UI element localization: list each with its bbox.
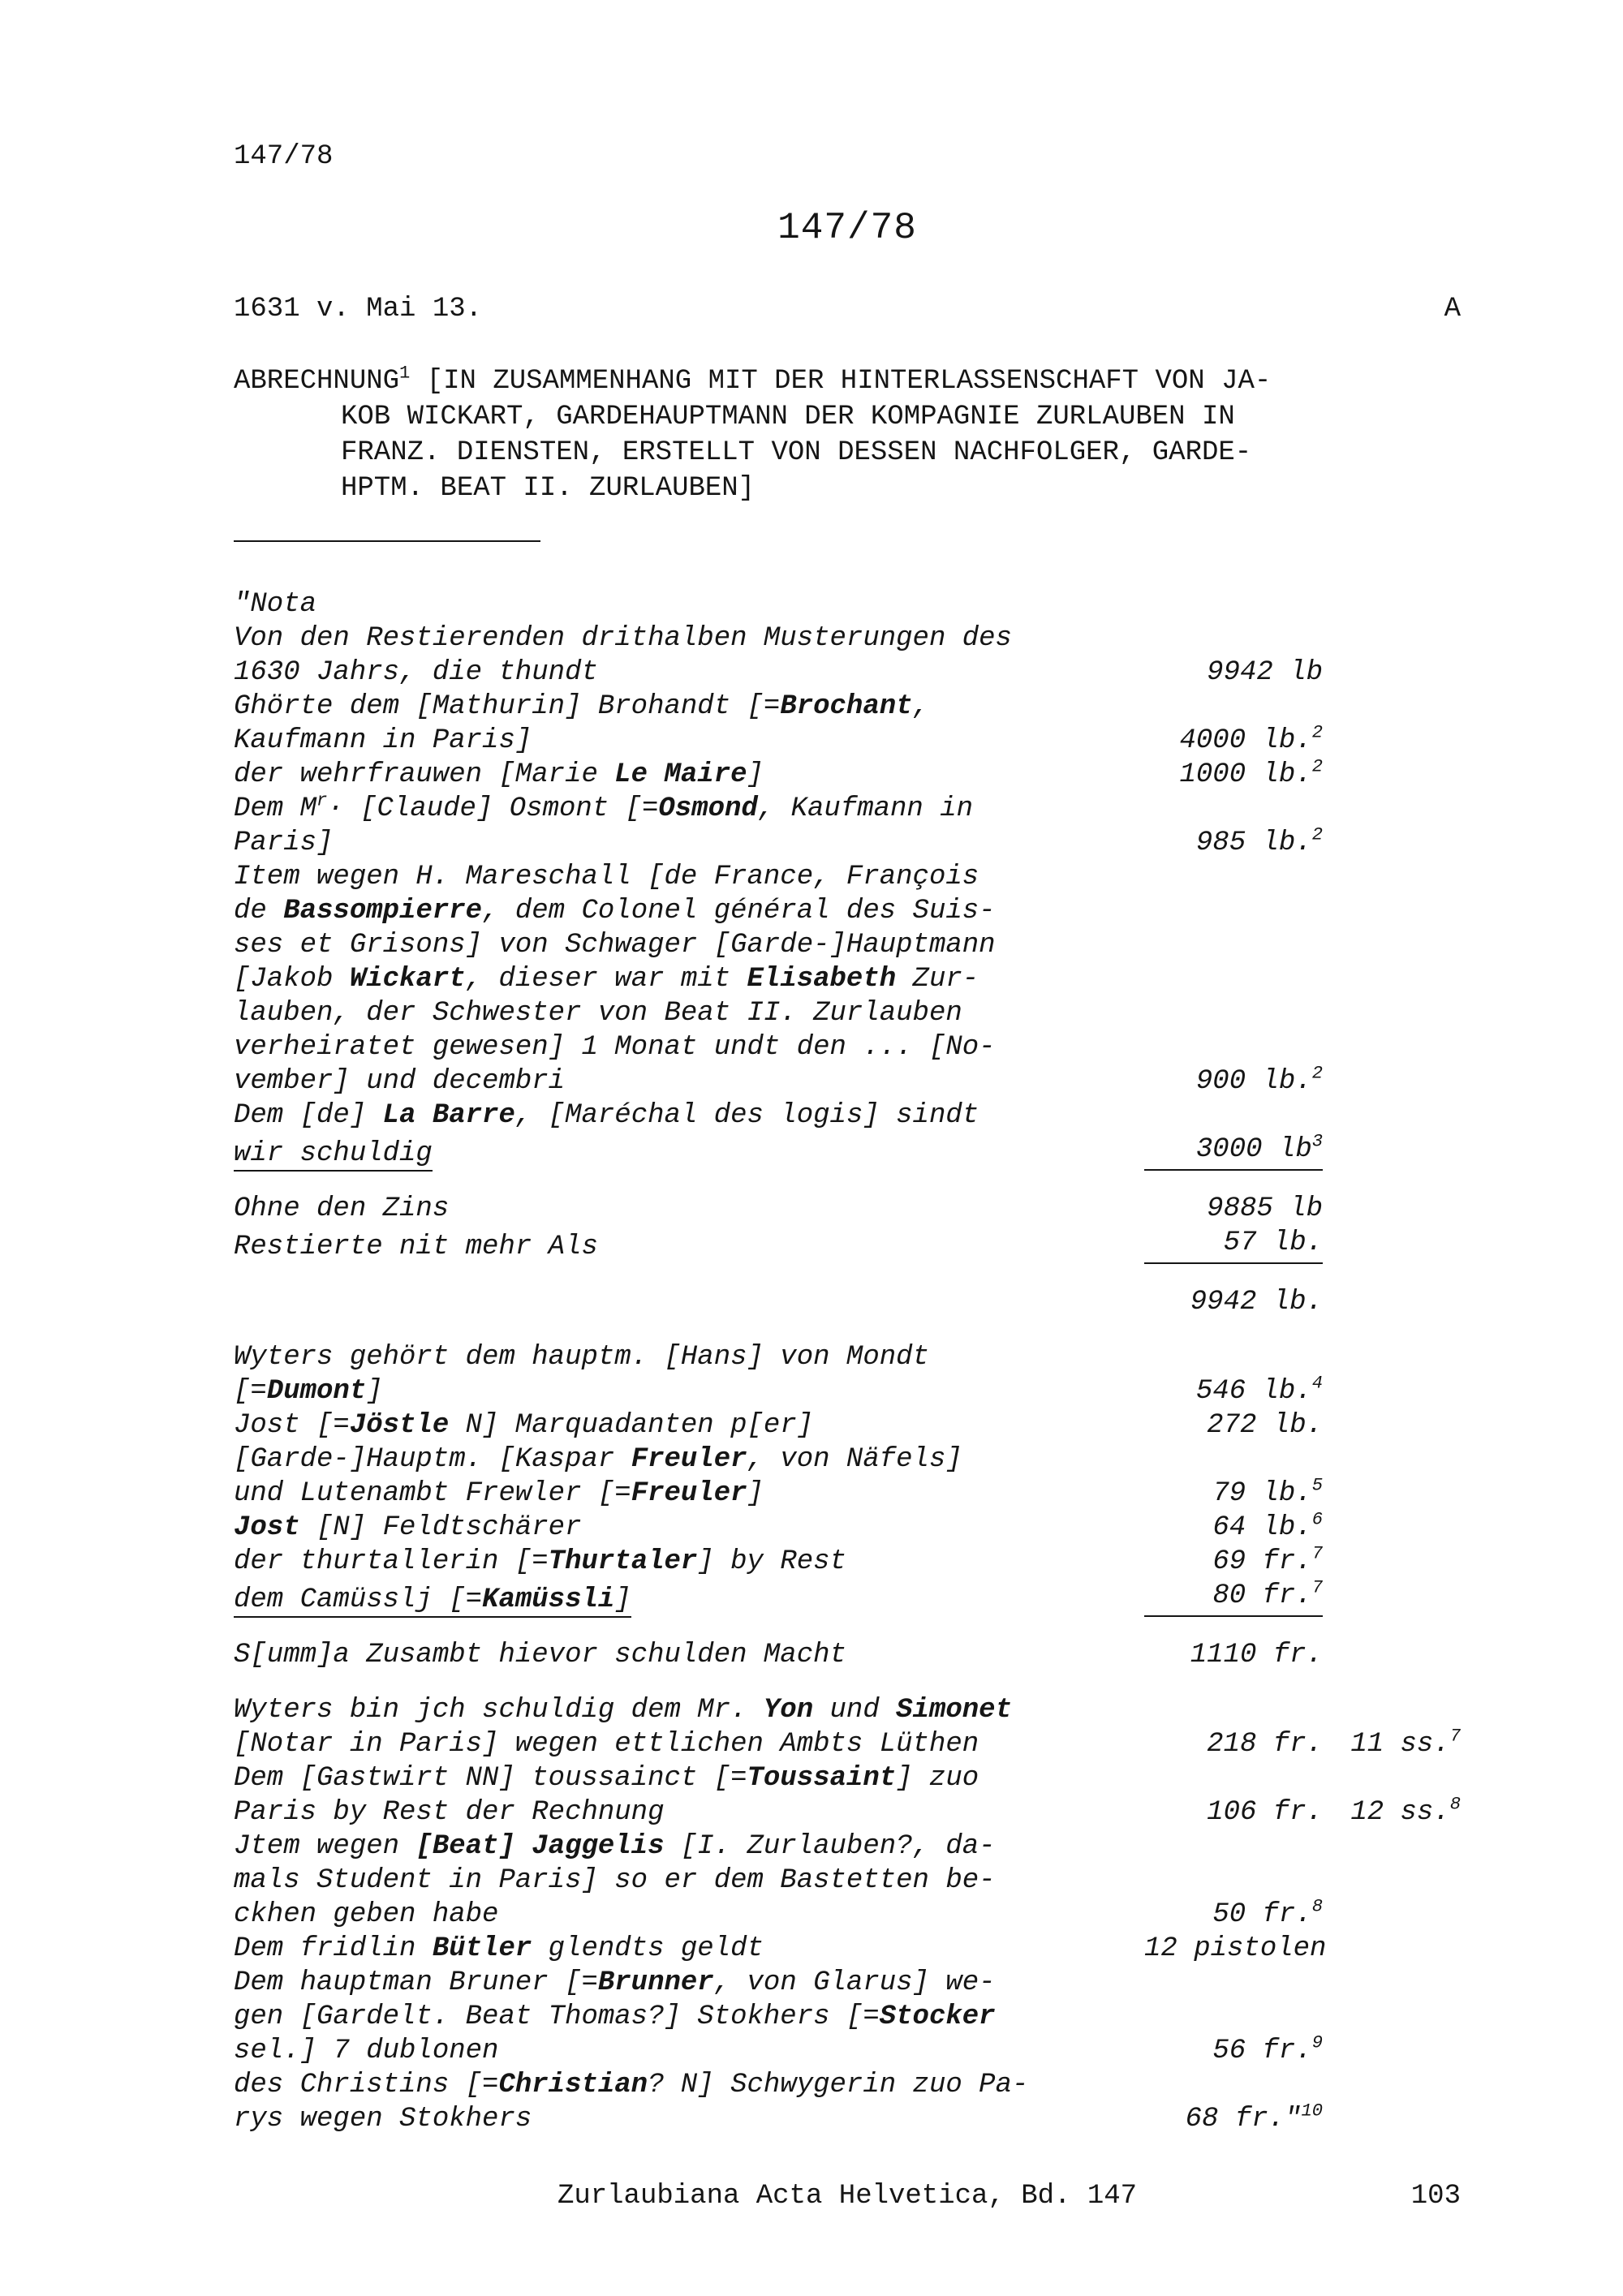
entry-line	[234, 1133, 1461, 1171]
amount-value	[1144, 2102, 1323, 2136]
line-text	[234, 758, 1144, 792]
entry-line	[234, 2102, 1461, 2136]
text-segment: 50 fr.	[1212, 1899, 1312, 1930]
footnote-superscript: 3	[1311, 1131, 1323, 1152]
line-text	[234, 1583, 1144, 1617]
date-line: 1631 v. Mai 13.	[234, 294, 483, 325]
text-segment: 9942 lb.	[1190, 1287, 1323, 1318]
entry-line	[234, 1340, 1461, 1374]
footnote-superscript: 1	[399, 363, 411, 384]
entry-line	[234, 1099, 1461, 1133]
entry-line	[234, 826, 1461, 860]
text-segment: 80 fr.	[1212, 1580, 1312, 1611]
line-text	[234, 1932, 1144, 1966]
footnote-superscript: 7	[1311, 1577, 1323, 1598]
text-segment: 9942 lb	[1207, 657, 1323, 688]
line-text	[234, 1443, 1144, 1477]
archive-marker: A	[1444, 294, 1461, 325]
amount-value	[1144, 1374, 1323, 1408]
text-segment: ]	[747, 759, 764, 790]
text-segment: Dem hauptman Bruner [=	[234, 1967, 598, 1998]
entry-line	[234, 1898, 1461, 1932]
amount-secondary	[1323, 1727, 1461, 1761]
text-segment: 79 lb.	[1212, 1478, 1312, 1509]
text-segment: 11 ss.	[1350, 1729, 1450, 1760]
amount-value	[1144, 1545, 1323, 1579]
text-segment: 9885 lb	[1207, 1193, 1323, 1224]
footer-citation: Zurlaubiana Acta Helvetica, Bd. 147	[557, 2181, 1138, 2212]
entry-line	[234, 962, 1461, 996]
text-segment: 900 lb.	[1195, 1066, 1312, 1097]
text-segment: 69 fr.	[1212, 1546, 1312, 1577]
text-segment: S[umm]a Zusambt hievor schulden Macht	[234, 1640, 846, 1670]
entry-line	[234, 1864, 1461, 1898]
text-segment: [Notar in Paris] wegen ettlichen Ambts Lüthen	[234, 1729, 979, 1760]
text-segment: Brochant	[780, 691, 913, 722]
text-segment: Jtem wegen	[234, 1831, 416, 1862]
text-segment: 1000 lb.	[1179, 759, 1312, 790]
text-segment: Ohne den Zins	[234, 1193, 450, 1224]
line-text	[341, 435, 1461, 471]
text-segment: lauben, der Schwester von Beat II. Zurlauben	[234, 998, 962, 1029]
text-segment: , [Maréchal des logis] sindt	[514, 1100, 979, 1131]
line-text	[234, 1030, 1144, 1064]
amount-value	[1144, 826, 1323, 860]
text-segment: Christian	[498, 2070, 648, 2100]
text-segment: 106 fr.	[1207, 1797, 1323, 1828]
entry-line	[234, 894, 1461, 928]
text-segment: 4000 lb.	[1179, 725, 1312, 756]
text-segment: wir schuldig	[234, 1138, 433, 1172]
heading-line	[234, 399, 1461, 435]
entry-line	[234, 996, 1461, 1030]
text-segment: Thurtaler	[548, 1546, 698, 1577]
document-heading	[234, 363, 1461, 506]
line-text	[234, 1340, 1144, 1374]
entry-line	[234, 1545, 1461, 1579]
text-segment: mals Student in Paris] so er dem Bastetten be-	[234, 1865, 996, 1896]
footnote-superscript: 2	[1311, 756, 1323, 777]
section-rule	[234, 540, 540, 542]
amount-value	[1144, 1932, 1327, 1966]
entry-line	[234, 1829, 1461, 1864]
text-segment: FRANZ. DIENSTEN, ERSTELLT VON DESSEN NACHFOLGER, GARDE-	[341, 437, 1252, 468]
entry-line	[234, 1761, 1461, 1795]
line-text	[234, 860, 1144, 894]
entry-line	[234, 1727, 1461, 1761]
text-segment: 12 pistolen	[1144, 1933, 1327, 1964]
line-text	[234, 792, 1144, 826]
text-segment: 985 lb.	[1195, 828, 1312, 858]
entry-line	[234, 621, 1461, 656]
text-segment: und Lutenambt Frewler [=	[234, 1478, 631, 1509]
entry-line	[234, 758, 1461, 792]
text-segment: Osmond	[658, 793, 758, 824]
text-segment: der wehrfrauwen [Marie	[234, 759, 615, 790]
text-segment: [I. Zurlauben?, da-	[664, 1831, 996, 1862]
heading-line	[234, 363, 1461, 399]
text-segment: Item wegen H. Mareschall [de France, François	[234, 862, 979, 892]
text-segment: des Christins [=	[234, 2070, 499, 2100]
line-text	[341, 471, 1461, 506]
amount-value	[1144, 1226, 1323, 1264]
text-segment: und	[813, 1695, 897, 1726]
text-segment: [=	[234, 1376, 267, 1407]
text-segment: Ghörte dem [Mathurin] Brohandt [=	[234, 691, 781, 722]
line-text	[234, 1099, 1144, 1133]
text-segment: Jost [=	[234, 1410, 350, 1441]
text-segment: ABRECHNUNG	[234, 366, 400, 397]
text-segment: 56 fr.	[1212, 2036, 1312, 2066]
line-text	[234, 894, 1144, 928]
line-text	[234, 2102, 1144, 2136]
entry-line	[234, 1579, 1461, 1617]
text-segment: , dieser war mit	[465, 964, 747, 995]
text-segment: Dem fridlin	[234, 1933, 433, 1964]
amount-value	[1144, 1579, 1323, 1617]
heading-line	[234, 471, 1461, 506]
text-segment: Jost	[234, 1512, 300, 1543]
amount-value	[1144, 1064, 1323, 1099]
entry-line	[234, 792, 1461, 826]
text-segment: ckhen geben habe	[234, 1899, 499, 1930]
text-segment: glendts geldt	[532, 1933, 764, 1964]
text-segment: Dem [Gastwirt NN] toussainct [=	[234, 1763, 747, 1794]
text-segment: , dem Colonel général des Suis-	[482, 896, 996, 927]
text-segment: [Beat] Jaggelis	[415, 1831, 665, 1862]
text-segment: 64 lb.	[1212, 1512, 1312, 1543]
text-segment: 218 fr.	[1207, 1729, 1323, 1760]
line-text	[234, 587, 1144, 621]
footnote-superscript: 8	[1311, 1896, 1323, 1917]
amount-value	[1144, 1727, 1323, 1761]
entry-line	[234, 928, 1461, 962]
text-segment: [Garde-]Hauptm. [Kaspar	[234, 1444, 631, 1475]
entry-line	[234, 1966, 1461, 2000]
entry-line	[234, 2000, 1461, 2034]
entry-line	[234, 1443, 1461, 1477]
text-segment: sel.] 7 dublonen	[234, 2036, 499, 2066]
line-text	[234, 1795, 1144, 1829]
amount-value	[1144, 1477, 1323, 1511]
text-segment: Bassompierre	[283, 896, 483, 927]
footnote-superscript: 7	[1311, 1543, 1323, 1564]
line-text	[234, 724, 1144, 758]
text-segment: Wickart	[349, 964, 466, 995]
text-segment: dem Camüsslj [=	[234, 1584, 482, 1618]
text-segment: HPTM. BEAT II. ZURLAUBEN]	[341, 473, 756, 504]
text-segment: Von den Restierenden drithalben Musterungen des	[234, 623, 1012, 654]
text-segment: der thurtallerin [=	[234, 1546, 549, 1577]
heading-line	[234, 435, 1461, 471]
text-segment: N] Marquadanten p[er]	[449, 1410, 814, 1441]
footnote-superscript: 8	[1449, 1794, 1461, 1815]
amount-value	[1144, 1408, 1323, 1443]
text-segment: ,	[912, 691, 929, 722]
footnote-superscript: 2	[1311, 1063, 1323, 1084]
line-text	[234, 1477, 1144, 1511]
line-text	[234, 1192, 1144, 1226]
amount-value	[1144, 656, 1323, 690]
line-text	[234, 1966, 1144, 2000]
entry-line	[234, 724, 1461, 758]
text-segment: Dumont	[266, 1376, 367, 1407]
text-segment: ? N] Schwygerin zuo Pa-	[648, 2070, 1029, 2100]
line-text	[234, 1761, 1144, 1795]
entry-line	[234, 1030, 1461, 1064]
footnote-superscript: 9	[1311, 2032, 1323, 2053]
page-title: 147/78	[777, 207, 917, 249]
line-text	[234, 1137, 1144, 1171]
text-segment: Kaufmann in Paris]	[234, 725, 532, 756]
line-text	[234, 1864, 1144, 1898]
text-segment: Restierte nit mehr Als	[234, 1232, 598, 1262]
amount-value	[1144, 1638, 1323, 1672]
text-segment: [Jakob	[234, 964, 350, 995]
line-text	[234, 1064, 1144, 1099]
line-text	[234, 1230, 1144, 1264]
line-text	[234, 690, 1144, 724]
line-text	[234, 2068, 1144, 2102]
text-segment: Freuler	[631, 1478, 747, 1509]
text-segment: rys wegen Stokhers	[234, 2104, 532, 2135]
entry-line	[234, 1638, 1461, 1672]
text-segment: Wyters bin jch schuldig dem Mr.	[234, 1695, 764, 1726]
line-text	[341, 399, 1461, 435]
entry-line	[234, 1511, 1461, 1545]
text-segment: 12 ss.	[1350, 1797, 1450, 1828]
entry-line	[234, 1285, 1461, 1319]
footer	[234, 2179, 1461, 2213]
text-segment: ] zuo	[896, 1763, 979, 1794]
line-text	[234, 621, 1144, 656]
text-segment: ]	[747, 1478, 764, 1509]
text-segment: Yon	[763, 1695, 814, 1726]
footnote-superscript: 5	[1311, 1475, 1323, 1496]
text-segment: Wyters gehört dem hauptm. [Hans] von Mondt	[234, 1342, 929, 1373]
entry-line	[234, 1192, 1461, 1226]
entry-line	[234, 1064, 1461, 1099]
amount-value	[1144, 758, 1323, 792]
entry-line	[234, 656, 1461, 690]
date-row	[234, 292, 1461, 326]
text-segment: 3000 lb	[1195, 1134, 1312, 1165]
entry-line	[234, 587, 1461, 621]
footnote-superscript: 7	[1449, 1726, 1461, 1747]
line-text	[234, 1898, 1144, 1932]
entry-line	[234, 1226, 1461, 1264]
line-text	[234, 363, 1461, 399]
line-text	[234, 1511, 1144, 1545]
text-segment: "Nota	[234, 589, 317, 620]
amount-value	[1144, 1898, 1323, 1932]
text-segment: Simonet	[896, 1695, 1012, 1726]
text-segment: · [Claude] Osmont [=	[327, 793, 659, 824]
document-body	[234, 587, 1461, 2136]
text-segment: Toussaint	[747, 1763, 897, 1794]
text-segment: [N] Feldtschärer	[299, 1512, 582, 1543]
amount-value	[1144, 1192, 1323, 1226]
line-text	[234, 1693, 1144, 1727]
line-text	[234, 1727, 1144, 1761]
text-segment: Zur-	[896, 964, 979, 995]
text-segment: La Barre	[382, 1100, 515, 1131]
line-text	[234, 1829, 1144, 1864]
footnote-superscript: 4	[1311, 1373, 1323, 1394]
text-segment: ]	[366, 1376, 383, 1407]
text-segment: ses et Grisons] von Schwager [Garde-]Hauptmann	[234, 930, 996, 961]
text-segment: , von Näfels]	[747, 1444, 962, 1475]
text-segment: 68 fr."	[1185, 2104, 1302, 2135]
text-segment: gen [Gardelt. Beat Thomas?] Stokhers [=	[234, 2001, 880, 2032]
line-text	[234, 962, 1144, 996]
text-segment: Paris by Rest der Rechnung	[234, 1797, 665, 1828]
amount-value	[1144, 724, 1323, 758]
entry-line	[234, 1408, 1461, 1443]
entry-line	[234, 2034, 1461, 2068]
text-segment: 272 lb.	[1207, 1410, 1323, 1441]
amount-value	[1144, 1133, 1323, 1171]
line-text	[234, 1638, 1144, 1672]
text-segment: Paris]	[234, 828, 334, 858]
text-segment: Jöstle	[349, 1410, 450, 1441]
line-text	[234, 1408, 1144, 1443]
text-segment: Le Maire	[614, 759, 747, 790]
footer-page-number: 103	[1410, 2181, 1461, 2212]
amount-value	[1144, 1511, 1323, 1545]
line-text	[234, 1374, 1144, 1408]
text-segment: Bütler	[432, 1933, 532, 1964]
document-number-header: 147/78	[234, 141, 334, 172]
amount-secondary	[1323, 1795, 1461, 1829]
amount-value	[1144, 1285, 1323, 1319]
footnote-superscript: 10	[1301, 2100, 1323, 2122]
entry-line	[234, 860, 1461, 894]
line-text	[234, 2000, 1144, 2034]
line-text	[234, 826, 1144, 860]
text-segment: ] by Rest	[697, 1546, 846, 1577]
text-segment: Brunner	[597, 1967, 714, 1998]
line-text	[234, 928, 1144, 962]
text-segment: Elisabeth	[747, 964, 897, 995]
entry-line	[234, 1795, 1461, 1829]
text-segment: ]	[614, 1584, 631, 1618]
text-segment: Dem M	[234, 793, 317, 824]
amount-value	[1144, 1795, 1323, 1829]
footnote-superscript: 2	[1311, 722, 1323, 743]
entry-line	[234, 1932, 1461, 1966]
footnote-superscript: r	[316, 790, 328, 811]
text-segment: 1630 Jahrs, die thundt	[234, 657, 598, 688]
entry-line	[234, 1693, 1461, 1727]
text-segment: 1110 fr.	[1190, 1640, 1323, 1670]
text-segment: Dem [de]	[234, 1100, 383, 1131]
text-segment: de	[234, 896, 284, 927]
entry-line	[234, 690, 1461, 724]
line-text	[234, 996, 1144, 1030]
entry-line	[234, 1374, 1461, 1408]
text-segment: vember] und decembri	[234, 1066, 566, 1097]
text-segment: , von Glarus] we-	[713, 1967, 996, 1998]
footnote-superscript: 6	[1311, 1509, 1323, 1530]
entry-line	[234, 1477, 1461, 1511]
text-segment: 57 lb.	[1223, 1228, 1323, 1258]
text-segment: Kamüssli	[482, 1584, 614, 1618]
text-segment: [IN ZUSAMMENHANG MIT DER HINTERLASSENSCHAFT VON JA-	[410, 366, 1272, 397]
line-text	[234, 2034, 1144, 2068]
text-segment: , Kaufmann in	[757, 793, 974, 824]
line-text	[234, 1545, 1144, 1579]
text-segment: Freuler	[631, 1444, 747, 1475]
footnote-superscript: 2	[1311, 824, 1323, 845]
entry-line	[234, 2068, 1461, 2102]
line-text	[234, 656, 1144, 690]
amount-value	[1144, 2034, 1323, 2068]
text-segment: verheiratet gewesen] 1 Monat undt den ... [No-	[234, 1032, 996, 1063]
text-segment: KOB WICKART, GARDEHAUPTMANN DER KOMPAGNIE ZURLAUBEN IN	[341, 402, 1235, 432]
text-segment: 546 lb.	[1195, 1376, 1312, 1407]
text-segment: Stocker	[879, 2001, 996, 2032]
